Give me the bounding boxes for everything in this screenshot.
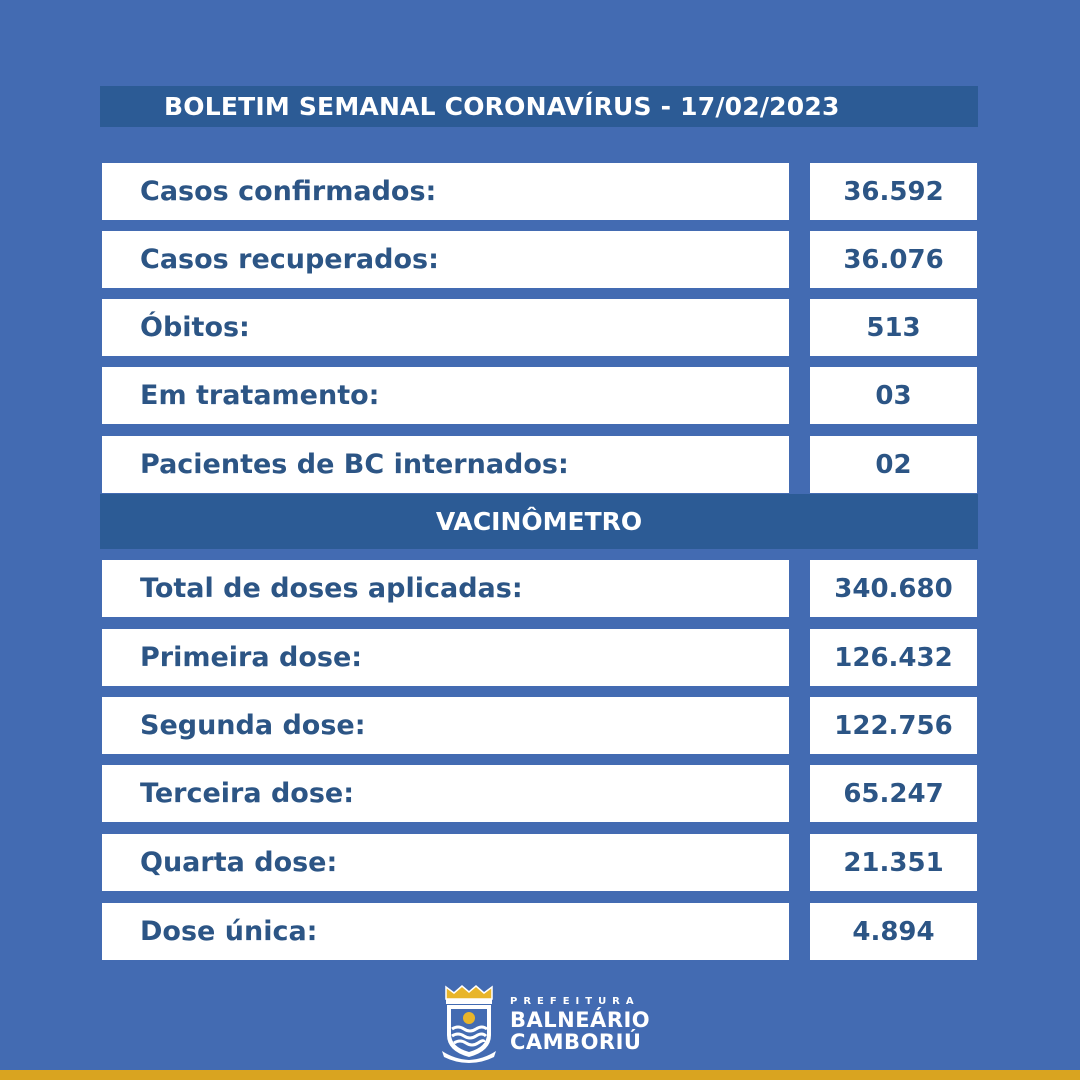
stat-row-deaths	[100, 299, 978, 356]
vaccine-value: 65.247	[810, 765, 977, 822]
vaccinometer-header: VACINÔMETRO	[100, 494, 978, 549]
stat-row-recovered-cases	[100, 231, 978, 288]
stat-row-confirmed-cases	[100, 163, 978, 220]
bulletin-title: BOLETIM SEMANAL CORONAVÍRUS - 17/02/2023	[100, 86, 978, 127]
logo-text	[510, 996, 650, 1053]
vaccine-value: 4.894	[810, 903, 977, 960]
logo-city-line1: BALNEÁRIO	[510, 1007, 651, 1032]
stat-label: Pacientes de BC internados:	[102, 436, 789, 493]
vaccine-label: Segunda dose:	[102, 697, 789, 754]
vaccine-value: 340.680	[810, 560, 977, 617]
stat-label: Em tratamento:	[102, 367, 789, 424]
stat-label: Óbitos:	[102, 299, 789, 356]
vaccine-value: 122.756	[810, 697, 977, 754]
vaccine-row-first-dose	[100, 629, 978, 686]
stat-label: Casos recuperados:	[102, 231, 789, 288]
logo-prefeitura-label: PREFEITURA	[510, 995, 640, 1007]
stat-value: 02	[810, 436, 977, 493]
stat-row-hospitalized	[100, 436, 978, 493]
bottom-accent-stripe	[0, 1070, 1080, 1080]
vaccine-label: Quarta dose:	[102, 834, 789, 891]
vaccine-label: Dose única:	[102, 903, 789, 960]
city-crest-icon	[440, 985, 498, 1063]
vaccine-row-total-doses	[100, 560, 978, 617]
stat-value: 36.592	[810, 163, 977, 220]
stat-value: 03	[810, 367, 977, 424]
vaccine-row-third-dose	[100, 765, 978, 822]
stat-label: Casos confirmados:	[102, 163, 789, 220]
vaccine-value: 21.351	[810, 834, 977, 891]
stat-row-in-treatment	[100, 367, 978, 424]
prefeitura-logo	[440, 984, 660, 1064]
logo-city-line2: CAMBORIÚ	[510, 1029, 642, 1054]
stat-value: 36.076	[810, 231, 977, 288]
vaccine-label: Primeira dose:	[102, 629, 789, 686]
vaccine-label: Terceira dose:	[102, 765, 789, 822]
vaccine-row-fourth-dose	[100, 834, 978, 891]
vaccine-value: 126.432	[810, 629, 977, 686]
vaccine-row-single-dose	[100, 903, 978, 960]
vaccine-label: Total de doses aplicadas:	[102, 560, 789, 617]
vaccine-row-second-dose	[100, 697, 978, 754]
stat-value: 513	[810, 299, 977, 356]
